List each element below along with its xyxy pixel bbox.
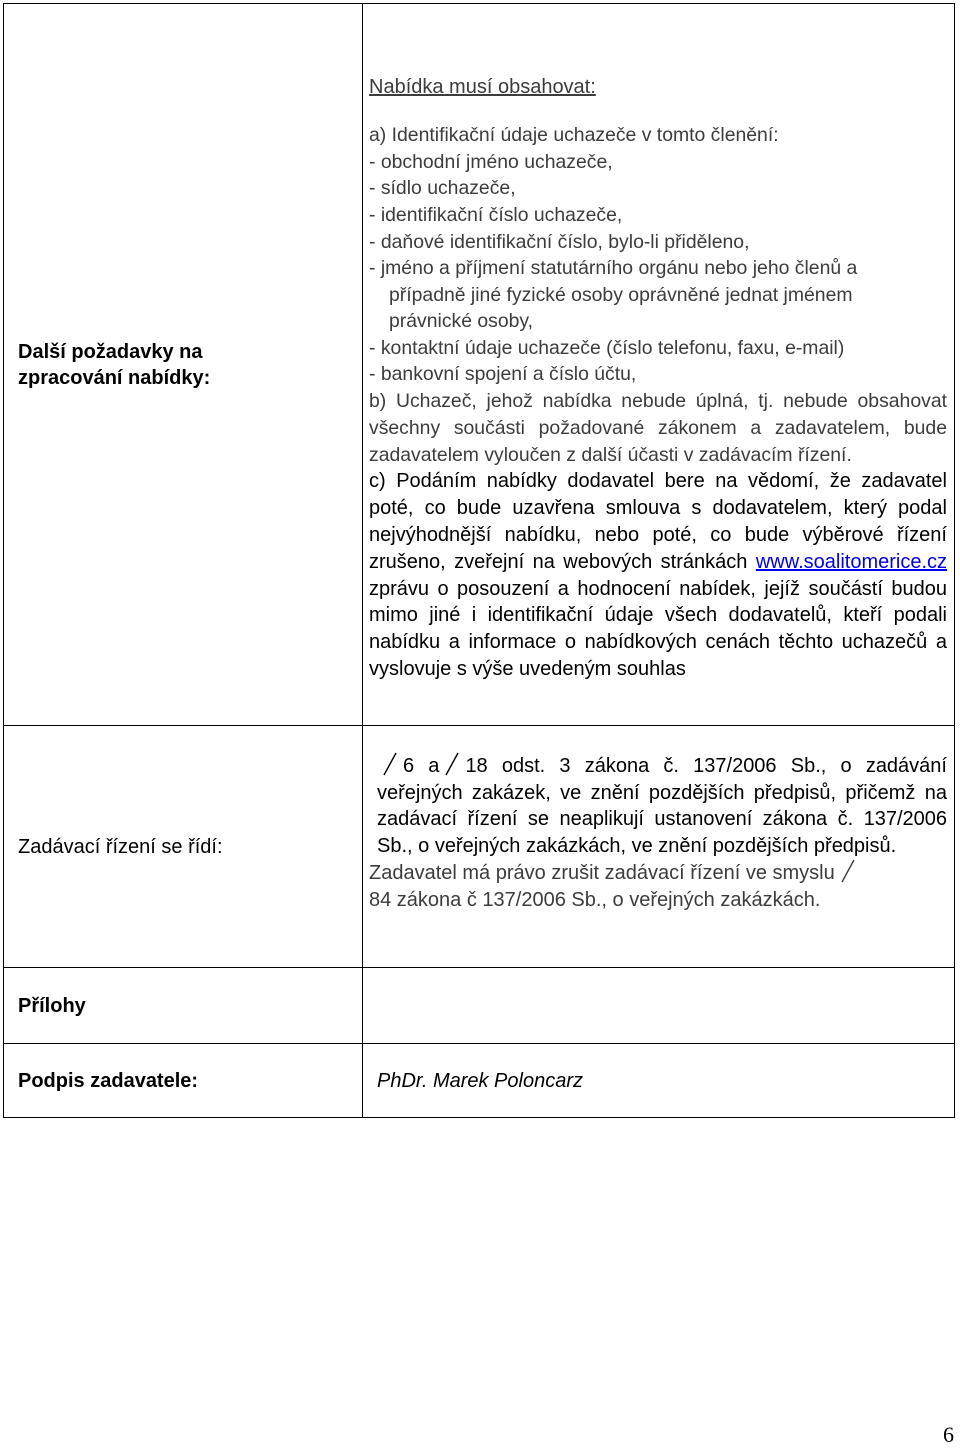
list-item: - obchodní jméno uchazeče, — [369, 150, 613, 173]
law-text: 18 odst. 3 zákona č. 137/2006 Sb., o zadávání veřejných zakázek, ve znění pozdějších předpisů, přičemž na zadávací řízení se neaplikují ustanovení zákona č. 137/2006 Sb., o veřejných zakázkách, ve znění pozdějších předpisů. — [377, 755, 947, 857]
section-sign-icon — [841, 859, 855, 883]
section-heading: Nabídka musí obsahovat: — [369, 76, 596, 99]
row-governance — [4, 726, 955, 968]
section-sign-icon — [445, 752, 459, 776]
label-attachments: Přílohy — [18, 994, 86, 1017]
label-governance: Zadávací řízení se řídí: — [18, 835, 223, 858]
label-cell — [4, 968, 363, 1044]
page-number: 6 — [943, 1422, 954, 1447]
label-cell — [4, 726, 363, 968]
section-sign-icon — [383, 752, 397, 776]
label-additional-requirements: Další požadavky na zpracování nabídky: — [18, 340, 211, 389]
list-item: a) Identifikační údaje uchazeče v tomto členění: — [369, 124, 779, 147]
list-item: - jméno a příjmení statutárního orgánu nebo jeho členů a — [369, 257, 858, 280]
paragraph-c-text-end: zprávu o posouzení a hodnocení nabídek, jejíž součástí budou mimo jiné i identifikační údaje všech dodavatelů, kteří podali nabídku a informace o nabídkových cenách těchto uchazečů a vyslovuje s výše uvedeným souhlas — [369, 577, 947, 681]
list-item: - daňové identifikační číslo, bylo-li přiděleno, — [369, 230, 750, 253]
label-cell — [4, 1044, 363, 1118]
attachments-content-cell — [363, 968, 955, 1044]
paragraph-c-text-start: c) Podáním nabídky dodavatel bere na vědomí, že zadavatel poté, co bude uzavřena smlouva s dodavatelem, který podal nejvýhodnější nabídku, nebo poté, co bude výběrové řízení zrušeno, zveřejní na webových stránkách — [369, 470, 947, 573]
label-signature: Podpis zadavatele: — [18, 1069, 199, 1092]
cancellation-law: 84 zákona č 137/2006 Sb., o veřejných zakázkách. — [369, 888, 821, 911]
cancellation-text: Zadavatel má právo zrušit zadávací řízení ve smyslu — [369, 862, 835, 885]
paragraph-b: b) Uchazeč, jehož nabídka nebude úplná, tj. nebude obsahovat všechny součásti požadované zákonem a zadavatelem, bude zadavatelem vyloučen z další účasti v zadávacím řízení. — [369, 390, 947, 466]
row-signature — [4, 1044, 955, 1118]
governance-content-cell — [363, 726, 955, 968]
row-attachments — [4, 968, 955, 1044]
list-item: případně jiné fyzické osoby oprávněné jednat jménem — [389, 283, 853, 306]
list-item: - identifikační číslo uchazeče, — [369, 203, 623, 226]
row-additional-requirements — [4, 4, 955, 726]
law-number: 6 a — [403, 755, 440, 777]
website-link[interactable]: www.soalitomerice.cz — [755, 550, 948, 573]
paragraph-c — [369, 468, 947, 682]
list-item: - kontaktní údaje uchazeče (číslo telefonu, faxu, e-mail) — [369, 336, 845, 359]
list-item: - bankovní spojení a číslo účtu, — [369, 363, 637, 386]
label-cell — [4, 4, 363, 726]
tender-requirements-table — [3, 3, 955, 1118]
identification-list — [369, 122, 947, 388]
law-reference-paragraph — [369, 752, 947, 859]
cancellation-clause — [369, 859, 947, 913]
list-item: právnické osoby, — [389, 310, 534, 333]
signatory-name: PhDr. Marek Poloncarz — [377, 1069, 583, 1092]
requirements-content-cell — [363, 4, 955, 726]
signature-content-cell — [363, 1044, 955, 1118]
list-item: - sídlo uchazeče, — [369, 177, 516, 200]
